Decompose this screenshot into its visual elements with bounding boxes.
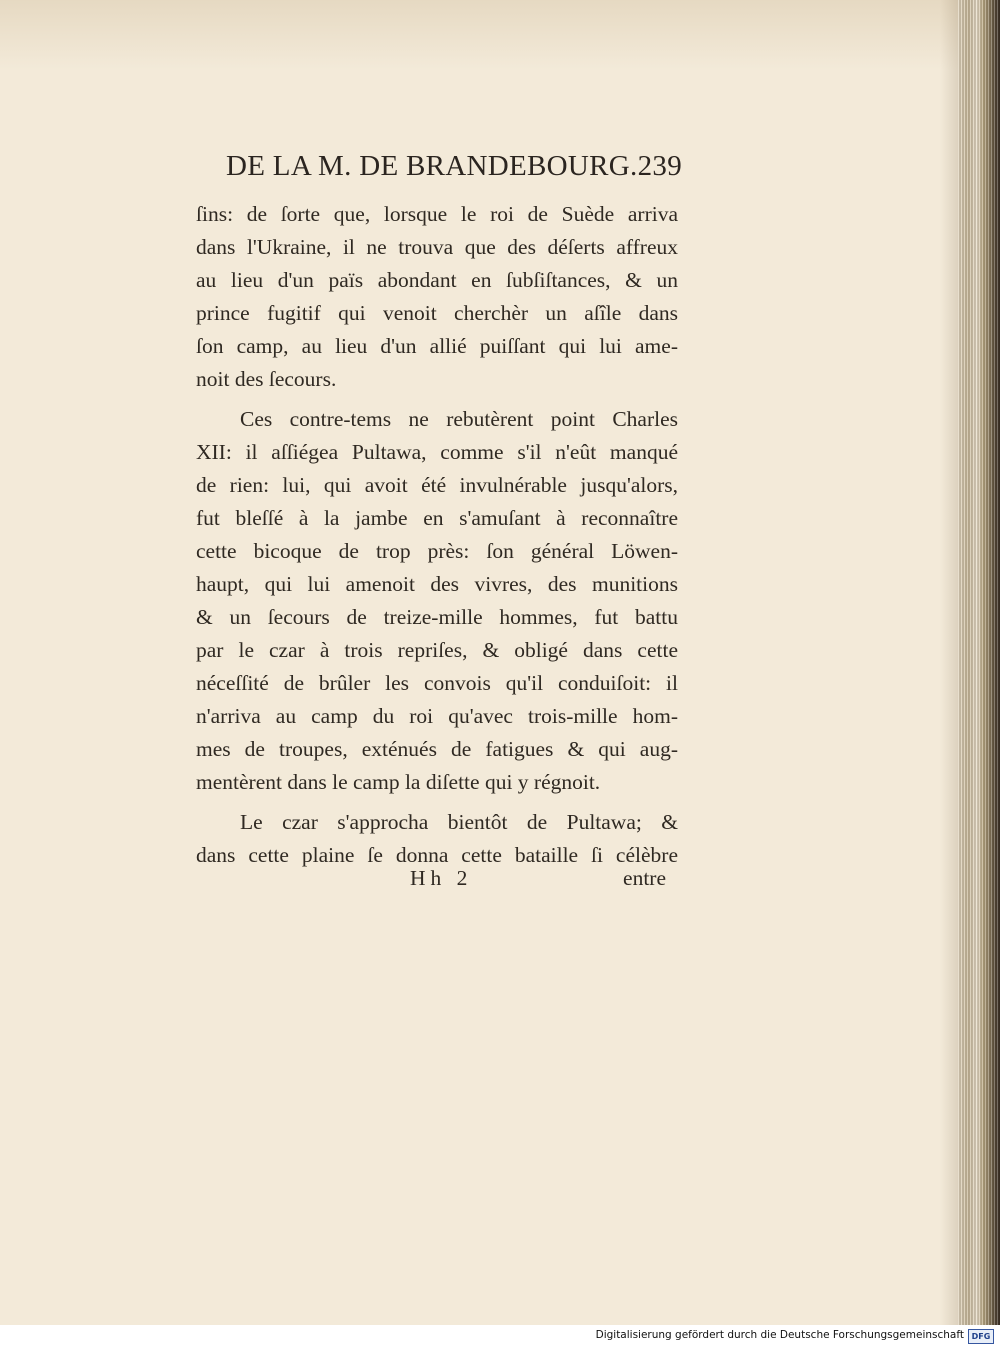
text-line: dans l'Ukraine, il ne trouva que des déſerts affreux — [196, 235, 678, 259]
page-number: 239 — [637, 150, 682, 182]
page-footer — [196, 862, 666, 895]
text-line: de rien: lui, qui avoit été invulnérable jusqu'alors, — [196, 473, 678, 497]
text-line: haupt, qui lui amenoit des vivres, des munitions — [196, 572, 678, 596]
body-text — [196, 198, 678, 872]
text-line: mes de troupes, exténués de fatigues & qui aug- — [196, 737, 678, 761]
gutter-shadow — [940, 0, 958, 1325]
credit-bar — [0, 1325, 1000, 1349]
signature-mark: Hh 2 — [410, 866, 473, 890]
text-line: noit des ſecours. — [196, 367, 337, 391]
text-line: mentèrent dans le camp la diſette qui y régnoit. — [196, 770, 601, 794]
text-line: & un ſecours de treize-mille hommes, fut battu — [196, 605, 678, 629]
running-head — [226, 150, 682, 183]
page-stack-edge — [958, 0, 1000, 1325]
text-line: dans cette plaine ſe donna cette bataille ſi célèbre — [196, 843, 678, 867]
text-line: prince fugitif qui venoit cherchèr un aſîle dans — [196, 301, 678, 325]
text-line: ſon camp, au lieu d'un allié puiſſant qui lui ame- — [196, 334, 678, 358]
dfg-credit-text: Digitalisierung gefördert durch die Deutsche Forschungsgemeinschaft — [595, 1329, 964, 1341]
text-line: Le czar s'approcha bientôt de Pultawa; & — [240, 810, 678, 834]
text-line: n'arriva au camp du roi qu'avec trois-mille hom- — [196, 704, 678, 728]
catchword: entre — [623, 866, 666, 890]
text-line: par le czar à trois repriſes, & obligé dans cette — [196, 638, 678, 662]
dfg-logo-icon: DFG — [968, 1329, 994, 1344]
text-line: fut bleſſé à la jambe en s'amuſant à reconnaître — [196, 506, 678, 530]
text-line: Ces contre-tems ne rebutèrent point Charles — [240, 407, 678, 431]
running-head-title: DE LA M. DE BRANDEBOURG. — [226, 150, 638, 182]
text-line: XII: il aſſiégea Pultawa, comme s'il n'eût manqué — [196, 440, 678, 464]
text-line: néceſſité de brûler les convois qu'il conduiſoit: il — [196, 671, 678, 695]
paper-stain — [0, 0, 1000, 70]
text-line: au lieu d'un païs abondant en ſubſiſtances, & un — [196, 268, 678, 292]
text-line: ſins: de ſorte que, lorsque le roi de Suède arriva — [196, 202, 678, 226]
text-line: cette bicoque de trop près: ſon général Löwen- — [196, 539, 678, 563]
